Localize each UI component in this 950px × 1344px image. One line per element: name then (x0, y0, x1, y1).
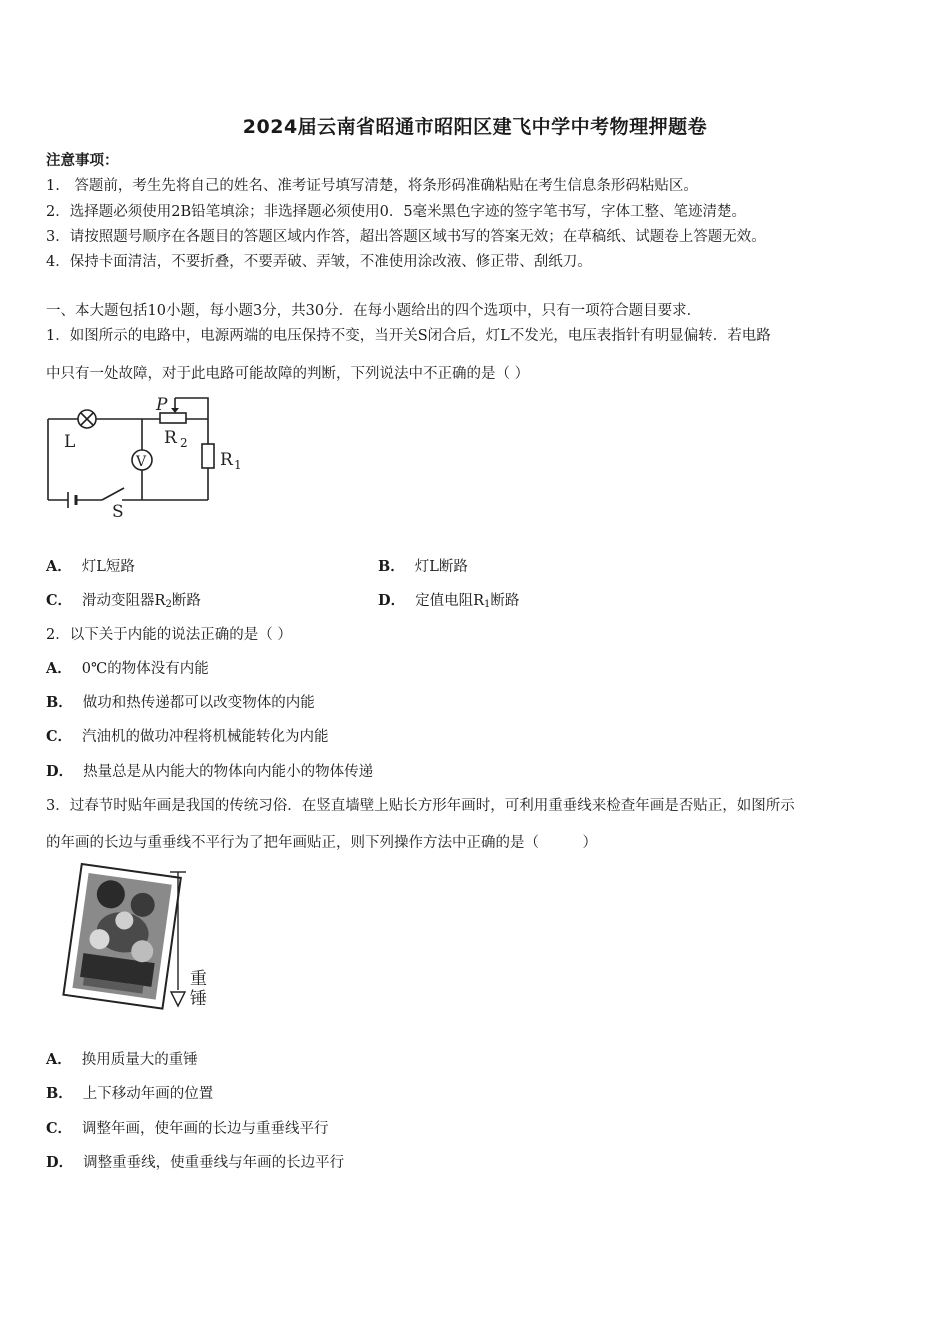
notice-item: 4．保持卡面清洁，不要折叠，不要弄破、弄皱，不准使用涂改液、修正带、刮纸刀。 (46, 254, 592, 270)
option-text: 热量总是从内能大的物体向内能小的物体传递 (83, 764, 374, 780)
option-text: 做功和热传递都可以改变物体的内能 (82, 695, 315, 711)
q3-option-a (46, 1050, 198, 1070)
option-text: 灯L断路 (414, 559, 468, 575)
option-text: 0℃的物体没有内能 (81, 661, 209, 677)
slider-label: P (156, 395, 168, 415)
new-year-painting-figure (50, 862, 220, 1022)
q3-option-c (46, 1119, 329, 1139)
option-key: D． (46, 763, 74, 780)
option-key: A． (46, 1051, 72, 1068)
q3-stem-line1: 3．过春节时贴年画是我国的传统习俗．在竖直墙壁上贴长方形年画时，可利用重垂线来检查年画是否贴正，如图所示 (46, 798, 795, 814)
lamp-label: L (64, 432, 76, 452)
option-key: C． (46, 1120, 73, 1137)
option-text: 调整年画，使年画的长边与重垂线平行 (82, 1121, 329, 1137)
notice-item: 3．请按照题号顺序在各题目的答题区域内作答，超出答题区域书写的答案无效；在草稿纸、试题卷上答题无效。 (46, 229, 766, 245)
option-text: 换用质量大的重锤 (81, 1052, 198, 1068)
q3-stem-line2: 的年画的长边与重垂线不平行为了把年画贴正，则下列操作方法中正确的是（ ） (46, 835, 597, 851)
option-key: B． (46, 694, 73, 711)
q3-option-b (46, 1084, 213, 1104)
resistor-subscript: 1 (234, 458, 242, 472)
option-key: D． (378, 592, 406, 609)
option-key: C． (46, 728, 73, 745)
option-text: 调整重垂线，使重垂线与年画的长边平行 (83, 1155, 345, 1171)
option-key: A． (46, 558, 72, 575)
option-key: C． (46, 592, 73, 609)
option-text: 定值电阻R (415, 593, 484, 609)
resistor-label: R (220, 450, 233, 470)
q1-stem-line2: 中只有一处故障，对于此电路可能故障的判断，下列说法中不正确的是（ ） (46, 366, 530, 382)
option-text: 上下移动年画的位置 (82, 1086, 214, 1102)
q1-option-c (46, 591, 201, 615)
option-key: B． (46, 1085, 73, 1102)
section-heading: 一、本大题包括10小题，每小题3分，共30分．在每小题给出的四个选项中，只有一项符合题目要求． (46, 303, 702, 319)
painting (63, 864, 180, 1009)
q1-option-d (378, 591, 519, 615)
rheostat-subscript: 2 (180, 436, 188, 450)
voltmeter-label: V (136, 454, 147, 470)
option-key: D． (46, 1154, 74, 1171)
rheostat-label: R (164, 428, 177, 448)
notice-item: 1. 答题前，考生先将自己的姓名、准考证号填写清楚，将条形码准确粘贴在考生信息条形码粘贴区。 (46, 178, 698, 194)
q1-option-b (378, 557, 468, 577)
option-text: 灯L短路 (81, 559, 135, 575)
option-text-tail: 断路 (490, 593, 520, 609)
plumb-label-2: 锤 (190, 989, 207, 1009)
option-text: 滑动变阻器R (82, 593, 166, 609)
option-key: B． (378, 558, 405, 575)
q2-option-c (46, 727, 329, 747)
option-subscript: 2 (165, 599, 172, 610)
option-key: A． (46, 660, 72, 677)
q2-option-a (46, 659, 209, 679)
q2-option-d (46, 762, 373, 782)
option-text: 汽油机的做功冲程将机械能转化为内能 (82, 729, 329, 745)
option-text-tail: 断路 (171, 593, 201, 609)
q2-option-b (46, 693, 315, 713)
notice-heading: 注意事项： (46, 152, 119, 169)
q1-option-a (46, 557, 135, 577)
page-title: 2024届云南省昭通市昭阳区建飞中学中考物理押题卷 (242, 116, 708, 138)
plumb-bob-icon (171, 992, 185, 1006)
q2-stem: 2．以下关于内能的说法正确的是（ ） (46, 627, 292, 643)
notice-item: 2．选择题必须使用2B铅笔填涂；非选择题必须使用0．5毫米黑色字迹的签字笔书写，字体工整、笔迹清楚。 (46, 204, 747, 220)
plumb-label-1: 重 (190, 969, 207, 989)
q1-stem-line1: 1．如图所示的电路中，电源两端的电压保持不变，当开关S闭合后，灯L不发光，电压表指针有明显偏转．若电路 (46, 328, 771, 344)
switch-label: S (112, 502, 124, 522)
circuit-diagram (40, 392, 255, 522)
q3-option-d (46, 1153, 344, 1173)
option-subscript: 1 (484, 599, 491, 610)
